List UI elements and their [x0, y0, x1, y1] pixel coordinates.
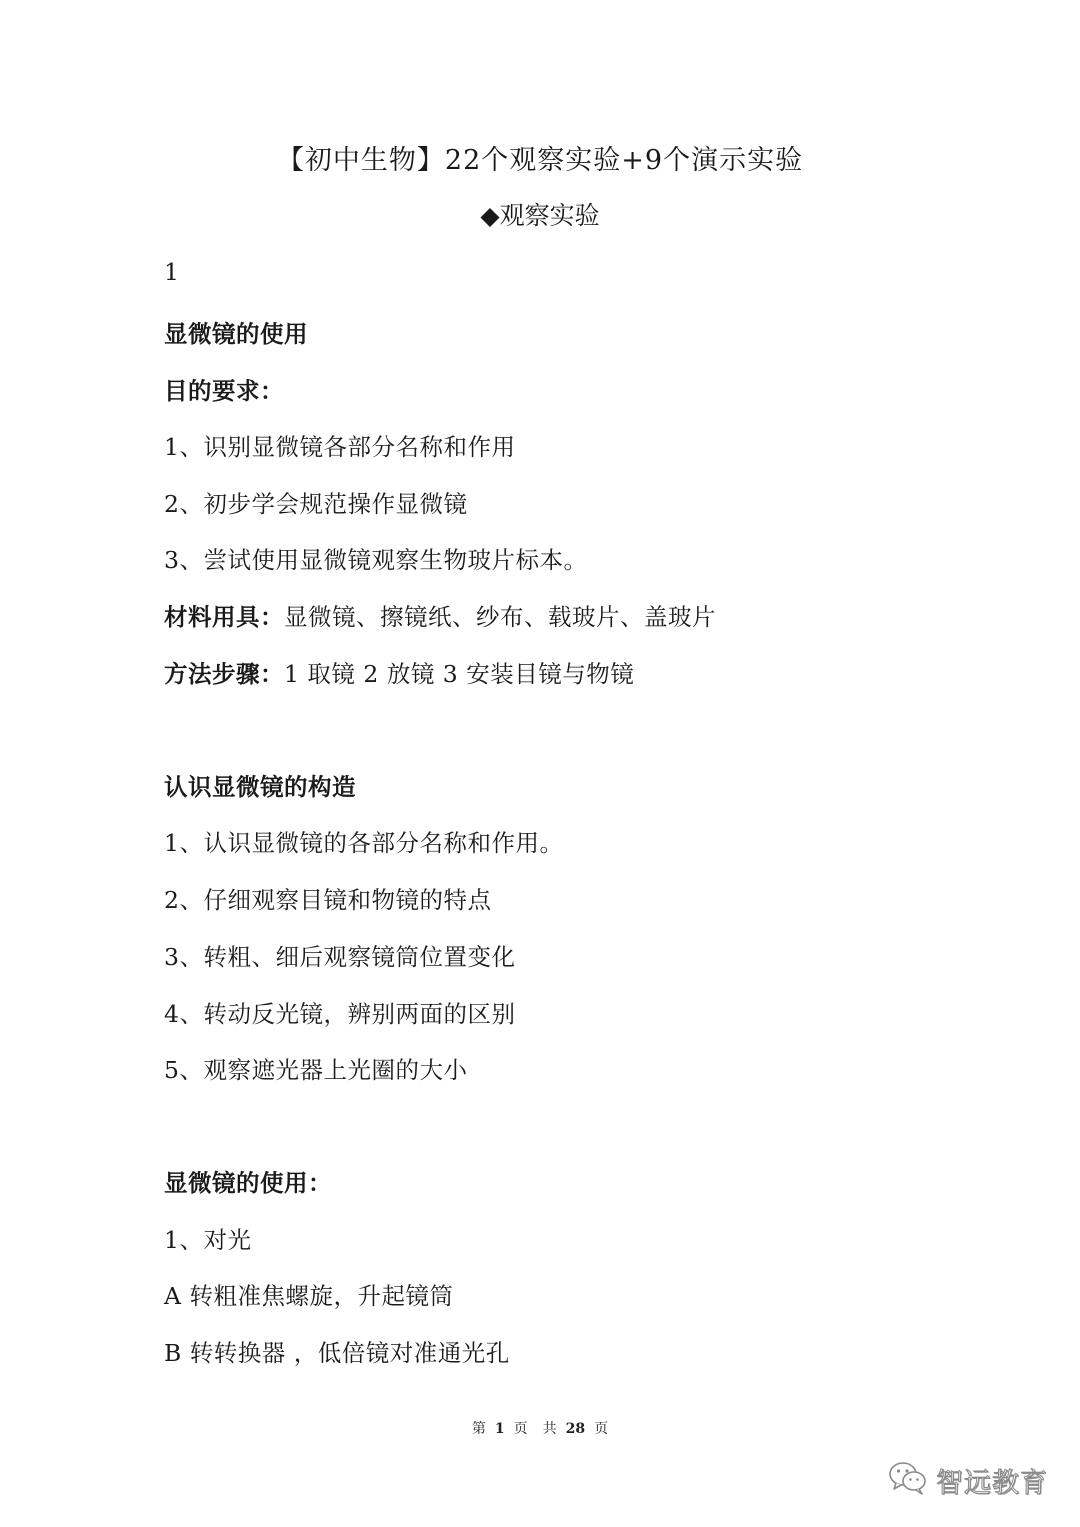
experiment-number: 1 — [164, 258, 180, 286]
page-footer — [0, 1418, 1080, 1438]
structure-item: 1、认识显微镜的各部分名称和作用。 — [164, 829, 564, 857]
experiment-heading: 显微镜的使用 — [164, 320, 308, 348]
objective-item: 2、初步学会规范操作显微镜 — [164, 490, 468, 518]
objectives-label: 目的要求： — [164, 377, 284, 405]
steps-label: 方法步骤： — [164, 660, 284, 688]
steps-line — [164, 655, 634, 689]
steps-value: 1 取镜 2 放镜 3 安装目镜与物镜 — [284, 660, 635, 688]
objective-item: 1、识别显微镜各部分名称和作用 — [164, 433, 516, 461]
structure-item: 4、转动反光镜，辨别两面的区别 — [164, 1000, 516, 1028]
materials-line — [164, 598, 716, 632]
footer-page-word: 页 — [513, 1421, 528, 1437]
watermark-text: 智远教育 — [936, 1467, 1048, 1499]
footer-total-pages: 28 — [565, 1421, 586, 1437]
objective-item: 3、尝试使用显微镜观察生物玻片标本。 — [164, 546, 588, 574]
section-heading-structure: 认识显微镜的构造 — [164, 773, 356, 801]
usage-item: 1、对光 — [164, 1226, 252, 1254]
section-heading-usage: 显微镜的使用： — [164, 1169, 332, 1197]
usage-item: B 转转换器 ，低倍镜对准通光孔 — [164, 1339, 510, 1367]
footer-total-word: 共 — [542, 1421, 557, 1437]
structure-item: 2、仔细观察目镜和物镜的特点 — [164, 886, 492, 914]
footer-page-number: 1 — [494, 1421, 505, 1437]
structure-item: 5、观察遮光器上光圈的大小 — [164, 1056, 468, 1084]
section-subtitle: ◆观察实验 — [480, 201, 600, 230]
usage-item: A 转粗准焦螺旋，升起镜筒 — [164, 1282, 454, 1310]
wechat-icon — [888, 1460, 928, 1500]
materials-value: 显微镜、擦镜纸、纱布、载玻片、盖玻片 — [284, 603, 716, 631]
structure-item: 3、转粗、细后观察镜筒位置变化 — [164, 943, 516, 971]
document-title: 【初中生物】22个观察实验+9个演示实验 — [276, 145, 804, 176]
footer-prefix: 第 — [471, 1421, 486, 1437]
footer-suffix: 页 — [594, 1421, 609, 1437]
watermark — [888, 1458, 1048, 1502]
materials-label: 材料用具： — [164, 603, 284, 631]
